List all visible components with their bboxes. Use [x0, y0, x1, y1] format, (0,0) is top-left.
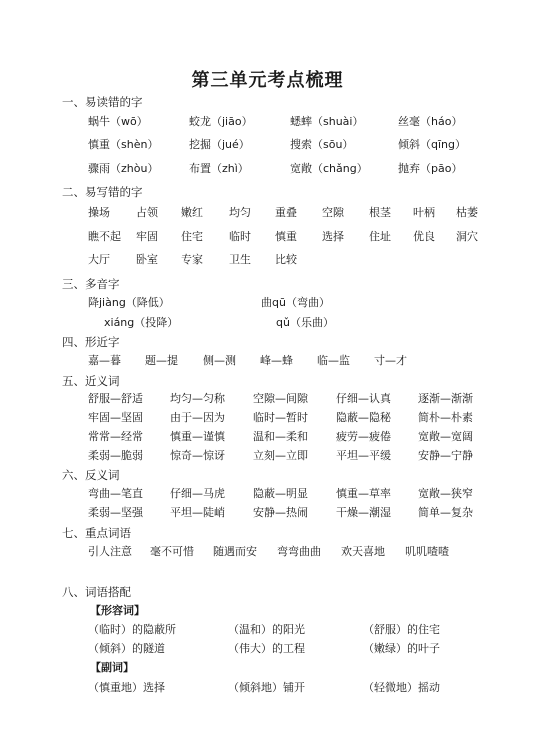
word-item: 慎重 — [275, 230, 297, 243]
collocation-item: （舒服）的住宅 — [363, 623, 440, 636]
adverb-label: 【副词】 — [90, 661, 134, 674]
synonym-item: 空隙—间隙 — [253, 392, 308, 405]
antonym-item: 弯曲—笔直 — [88, 487, 143, 500]
section-heading-4: 四、形近字 — [62, 335, 120, 349]
word-item: 占领 — [136, 206, 158, 219]
pinyin-item: 蜗牛（wō） — [88, 115, 148, 128]
synonym-item: 仔细—认真 — [336, 392, 391, 405]
synonym-item: 逐渐—渐渐 — [418, 392, 473, 405]
word-item: 根茎 — [369, 206, 391, 219]
pinyin-item: 丝毫（háo） — [398, 115, 463, 128]
antonym-item: 柔弱—坚强 — [88, 506, 143, 519]
word-item: 卧室 — [136, 253, 158, 266]
word-item: 住址 — [369, 230, 391, 243]
pinyin-item: 骤雨（zhòu） — [88, 162, 159, 175]
word-item: 大厅 — [88, 253, 110, 266]
word-item: 叶柄 — [413, 206, 435, 219]
synonym-item: 舒服—舒适 — [88, 392, 143, 405]
synonym-item: 立刻—立即 — [253, 449, 308, 462]
similar-char-item: 题—提 — [145, 354, 178, 367]
synonym-item: 柔弱—脆弱 — [88, 449, 143, 462]
synonym-item: 由于—因为 — [170, 411, 225, 424]
word-item: 空隙 — [322, 206, 344, 219]
word-item: 临时 — [229, 230, 251, 243]
key-word-item: 叽叽喳喳 — [405, 545, 449, 558]
antonym-item: 干燥—潮湿 — [336, 506, 391, 519]
word-item: 重叠 — [275, 206, 297, 219]
word-item: 瞧不起 — [88, 230, 121, 243]
pinyin-item: 蛟龙（jiāo） — [189, 115, 253, 128]
polyphone-item: qǔ（乐曲） — [276, 316, 334, 329]
collocation-item: （伟大）的工程 — [228, 642, 305, 655]
synonym-item: 均匀—匀称 — [170, 392, 225, 405]
section-heading-7: 七、重点词语 — [62, 526, 131, 540]
key-word-item: 毫不可惜 — [150, 545, 194, 558]
key-word-item: 弯弯曲曲 — [277, 545, 321, 558]
pinyin-item: 宽敞（chǎng） — [290, 162, 368, 175]
pinyin-item: 挖掘（jué） — [189, 138, 250, 151]
word-item: 住宅 — [181, 230, 203, 243]
section-heading-8: 八、词语搭配 — [62, 585, 131, 599]
similar-char-item: 峰—蜂 — [260, 354, 293, 367]
pinyin-item: 倾斜（qīng） — [398, 138, 466, 151]
word-item: 比较 — [275, 253, 297, 266]
word-item: 牢固 — [136, 230, 158, 243]
synonym-item: 牢固—坚固 — [88, 411, 143, 424]
antonym-item: 宽敞—狭窄 — [418, 487, 473, 500]
synonym-item: 慎重—谨慎 — [170, 430, 225, 443]
synonym-item: 平坦—平缓 — [336, 449, 391, 462]
synonym-item: 疲劳—疲倦 — [336, 430, 391, 443]
pinyin-item: 布置（zhì） — [189, 162, 249, 175]
section-heading-6: 六、反义词 — [62, 468, 120, 482]
polyphone-item: xiáng（投降） — [104, 316, 179, 329]
similar-char-item: 侧—测 — [203, 354, 236, 367]
pinyin-item: 蟋蟀（shuài） — [290, 115, 364, 128]
similar-char-item: 寸—才 — [374, 354, 407, 367]
key-word-item: 欢天喜地 — [341, 545, 385, 558]
antonym-item: 慎重—草率 — [336, 487, 391, 500]
word-item: 卫生 — [229, 253, 251, 266]
collocation-item: （临时）的隐蔽所 — [88, 623, 176, 636]
synonym-item: 临时—暂时 — [253, 411, 308, 424]
key-word-item: 随遇而安 — [213, 545, 257, 558]
section-heading-2: 二、易写错的字 — [62, 185, 143, 199]
adjective-label: 【形容词】 — [90, 604, 145, 617]
antonym-item: 平坦—陡峭 — [170, 506, 225, 519]
pinyin-item: 抛弃（pāo） — [398, 162, 463, 175]
synonym-item: 简朴—朴素 — [418, 411, 473, 424]
section-heading-1: 一、易读错的字 — [62, 95, 143, 109]
collocation-item: （倾斜地）铺开 — [228, 681, 305, 694]
synonym-item: 温和—柔和 — [253, 430, 308, 443]
polyphone-item: 曲qū（弯曲） — [261, 296, 330, 309]
synonym-item: 隐蔽—隐秘 — [336, 411, 391, 424]
word-item: 优良 — [413, 230, 435, 243]
pinyin-item: 慎重（shèn） — [88, 138, 159, 151]
antonym-item: 隐蔽—明显 — [253, 487, 308, 500]
synonym-item: 惊奇—惊讶 — [170, 449, 225, 462]
word-item: 嫩红 — [181, 206, 203, 219]
antonym-item: 简单—复杂 — [418, 506, 473, 519]
similar-char-item: 嘉—暮 — [88, 354, 121, 367]
collocation-item: （倾斜）的隧道 — [88, 642, 165, 655]
word-item: 洞穴 — [456, 230, 478, 243]
synonym-item: 安静—宁静 — [418, 449, 473, 462]
word-item: 操场 — [88, 206, 110, 219]
pinyin-item: 搜索（sōu） — [290, 138, 354, 151]
section-heading-3: 三、多音字 — [62, 277, 120, 291]
synonym-item: 宽敞—宽阔 — [418, 430, 473, 443]
collocation-item: （嫩绿）的叶子 — [363, 642, 440, 655]
collocation-item: （慎重地）选择 — [88, 681, 165, 694]
antonym-item: 安静—热闹 — [253, 506, 308, 519]
word-item: 选择 — [322, 230, 344, 243]
collocation-item: （轻微地）摇动 — [363, 681, 440, 694]
similar-char-item: 临—监 — [317, 354, 350, 367]
page-title: 第三单元考点梳理 — [191, 70, 344, 91]
synonym-item: 常常—经常 — [88, 430, 143, 443]
word-item: 枯萎 — [456, 206, 478, 219]
antonym-item: 仔细—马虎 — [170, 487, 225, 500]
polyphone-item: 降jiàng（降低） — [88, 296, 170, 309]
collocation-item: （温和）的阳光 — [228, 623, 305, 636]
word-item: 专家 — [181, 253, 203, 266]
key-word-item: 引人注意 — [88, 545, 132, 558]
section-heading-5: 五、近义词 — [62, 374, 120, 388]
word-item: 均匀 — [229, 206, 251, 219]
